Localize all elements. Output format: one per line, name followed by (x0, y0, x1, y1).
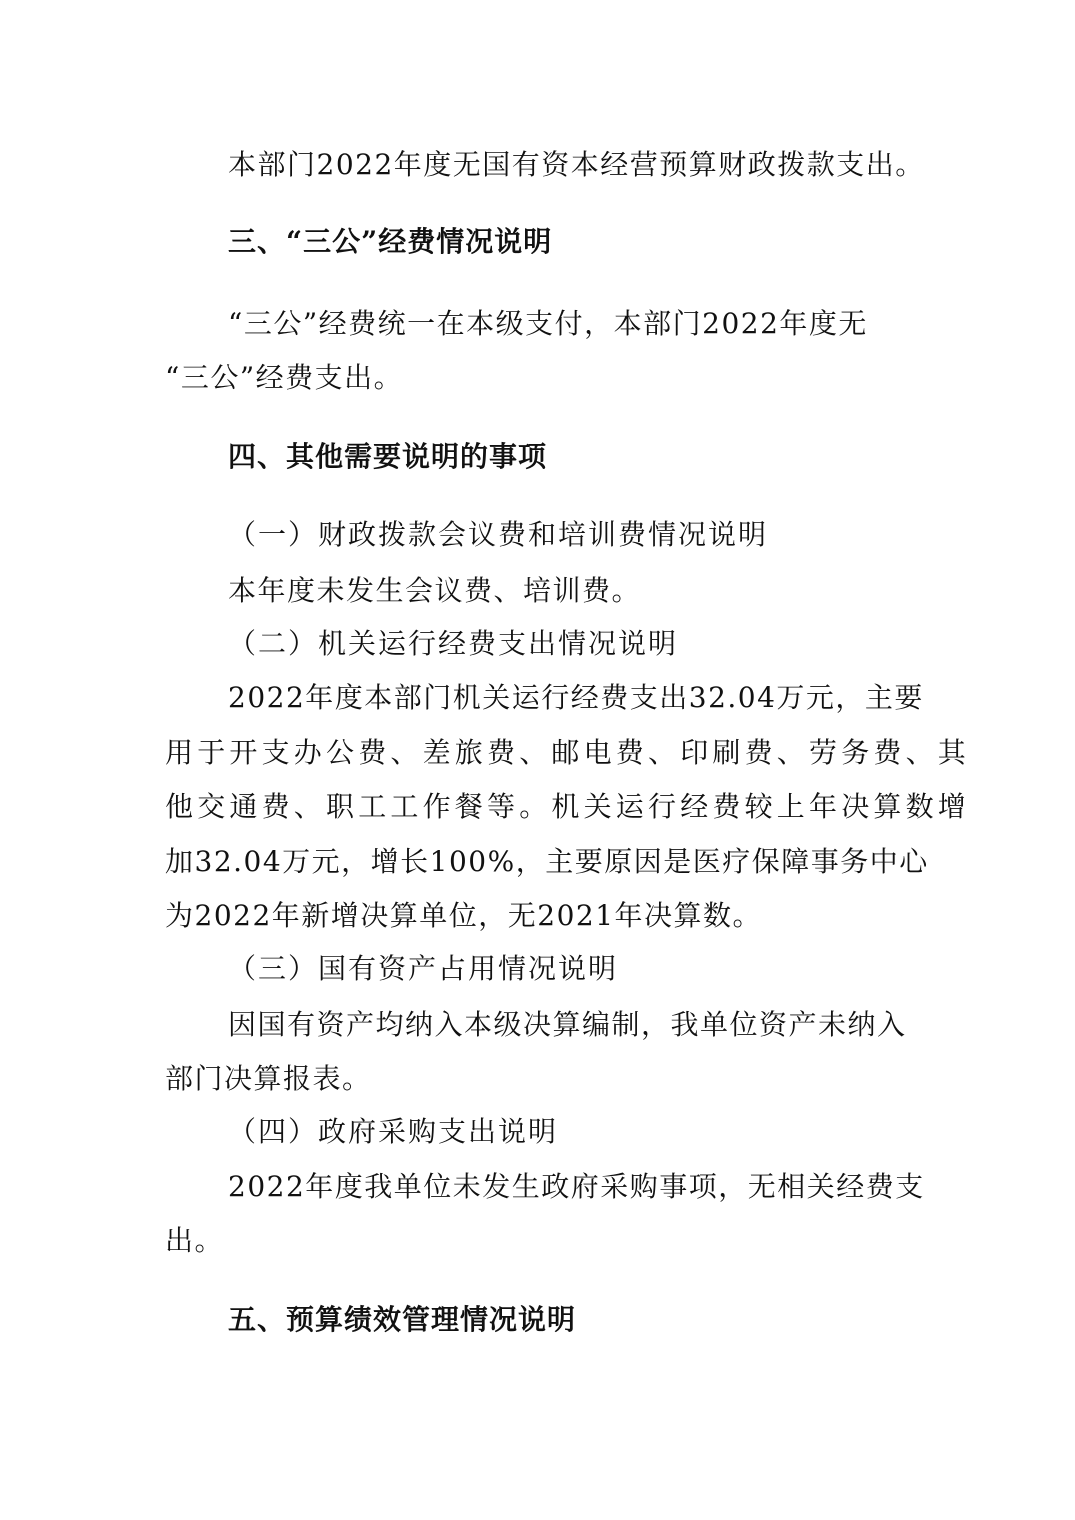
paragraph-line: 因国有资产均纳入本级决算编制，我单位资产未纳入 (228, 1008, 907, 1041)
paragraph-line: “三公”经费支出。 (165, 361, 404, 394)
paragraph-line: 本部门2022年度无国有资本经营预算财政拨款支出。 (228, 148, 925, 181)
paragraph-line: 2022年度本部门机关运行经费支出32.04万元，主要 (228, 681, 924, 714)
paragraph-line: 他交通费、职工工作餐等。机关运行经费较上年决算数增 (165, 790, 971, 823)
subsection-heading-one: （一）财政拨款会议费和培训费情况说明 (228, 518, 769, 551)
paragraph-line: 本年度未发生会议费、培训费。 (228, 574, 642, 607)
section-heading-four: 四、其他需要说明的事项 (228, 440, 548, 473)
section-heading-three: 三、“三公”经费情况说明 (228, 225, 553, 258)
section-heading-five: 五、预算绩效管理情况说明 (228, 1303, 577, 1336)
paragraph-line: “三公”经费统一在本级支付，本部门2022年度无 (228, 307, 868, 340)
subsection-heading-two: （二）机关运行经费支出情况说明 (228, 627, 679, 660)
paragraph-line: 用于开支办公费、差旅费、邮电费、印刷费、劳务费、其 (165, 736, 971, 769)
paragraph-line: 出。 (165, 1224, 225, 1257)
subsection-heading-four: （四）政府采购支出说明 (228, 1115, 559, 1148)
paragraph-line: 部门决算报表。 (165, 1062, 372, 1095)
paragraph-line: 加32.04万元，增长100%，主要原因是医疗保障事务中心 (165, 845, 929, 878)
subsection-heading-three: （三）国有资产占用情况说明 (228, 952, 619, 985)
paragraph-line: 为2022年新增决算单位，无2021年决算数。 (165, 899, 763, 932)
paragraph-line: 2022年度我单位未发生政府采购事项，无相关经费支 (228, 1170, 925, 1203)
